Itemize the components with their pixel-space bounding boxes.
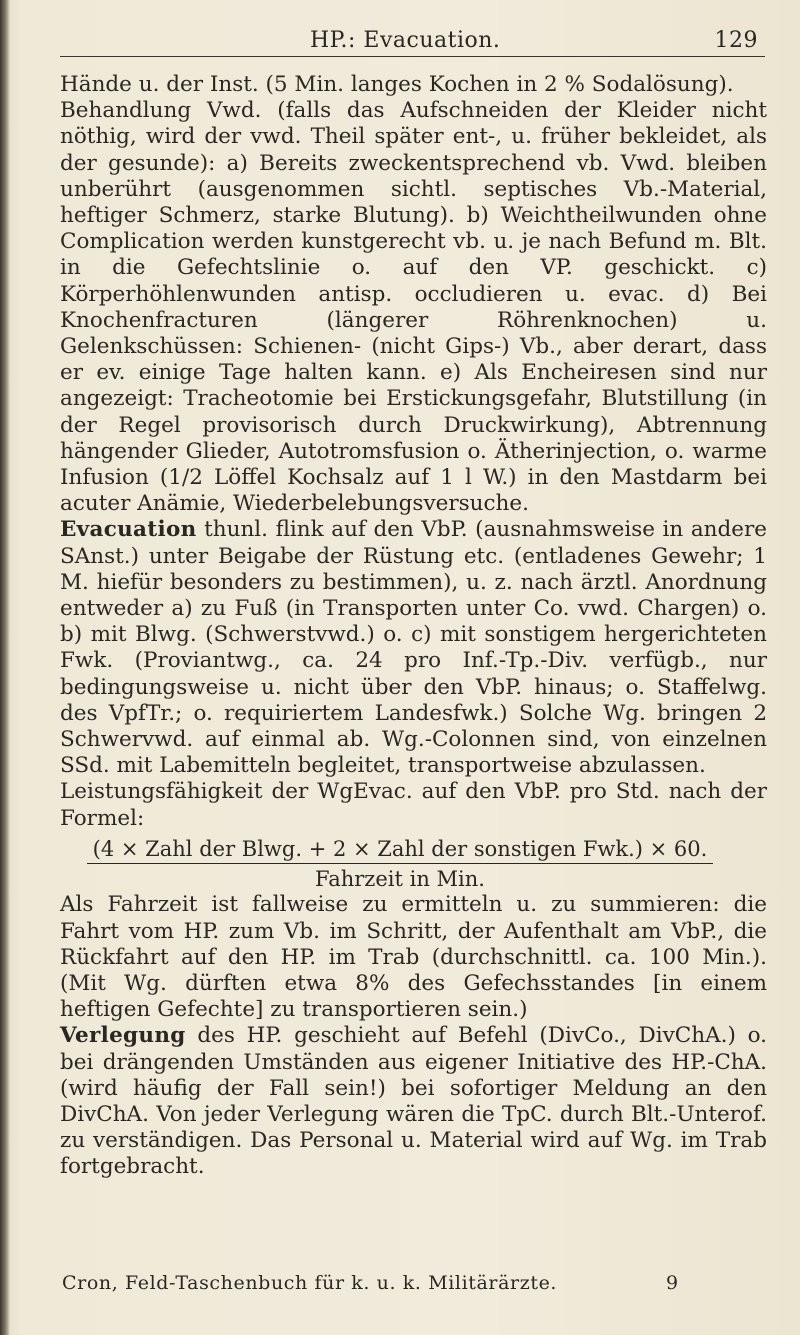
signature-mark: 9 bbox=[666, 1272, 679, 1294]
book-spine-shadow bbox=[0, 0, 10, 1335]
paragraph bbox=[60, 779, 767, 831]
paragraph-text: thunl. flink auf den VbP. (ausnahmsweise in andere SAnst.) unter Beigabe der Rüstung etc. (entladenes Gewehr; 1 M. hiefür besonders zu bestimmen), u. z. nach ärztl. Anordnung entweder a) zu Fuß (in Transporten unter Co. vwd. Chargen) o. b) mit Blwg. (Schwerstvwd.) o. c) mit sonstigem hergerichteten Fwk. (Proviantwg., ca. 24 pro Inf.-Tp.-Div. verfügb., nur bedingungsweise u. nicht über den VbP. hinaus; o. Staffelwg. des VpfTr.; o. requiriertem Landesfwk.) Solche Wg. bringen 2 Schwervwd. auf einmal ab. Wg.-Colonnen sind, von einzelnen SSd. mit Labemitteln begleitet, transportweise abzulassen. bbox=[60, 517, 767, 779]
header-title: HP.: Evacuation. bbox=[310, 28, 501, 53]
paragraph bbox=[60, 892, 767, 1023]
paragraph-lead: Verlegung bbox=[60, 1023, 186, 1049]
page-number: 129 bbox=[714, 28, 758, 53]
paragraph-text: des HP. geschieht auf Befehl (DivCo., DivChA.) o. bei drängenden Umständen aus eigener Initiative des HP.-ChA. (wird häufig der Fall sein!) bei sofortiger Meldung an den DivChA. Von jeder Verlegung wären die TpC. durch Blt.-Unterof. zu verständigen. Das Personal u. Material wird auf Wg. im Trab fortgebracht. bbox=[60, 1023, 767, 1180]
paragraph bbox=[60, 517, 767, 779]
formula-numerator: (4 × Zahl der Blwg. + 2 × Zahl der sonstigen Fwk.) × 60. bbox=[87, 836, 714, 864]
paragraph bbox=[60, 1023, 767, 1180]
body-text bbox=[60, 72, 767, 1181]
paragraph-text: Hände u. der Inst. (5 Min. langes Kochen in 2 % Sodalösung). bbox=[60, 72, 734, 97]
footer-text: Cron, Feld-Taschenbuch für k. u. k. Militärärzte. bbox=[62, 1272, 558, 1294]
header-rule bbox=[60, 56, 765, 57]
paragraph-lead: Evacuation bbox=[60, 517, 197, 543]
paragraph-text: Als Fahrzeit ist fallweise zu ermitteln u. zu summieren: die Fahrt vom HP. zum Vb. im Schritt, der Aufenthalt am VbP., die Rückfahrt auf den HP. im Trab (durchschnittl. ca. 100 Min.). (Mit Wg. dürften etwa 8% des Gefechsstandes [in einem heftigen Gefechte] zu transportieren sein.) bbox=[60, 892, 767, 1023]
running-header bbox=[60, 26, 770, 56]
paragraph-text: Behandlung Vwd. (falls das Aufschneiden der Kleider nicht nöthig, wird der vwd. Theil später ent-, u. früher bekleidet, als der gesunde): a) Bereits zweckentsprechend vb. Vwd. bleiben unberührt (ausgenommen sichtl. septisches Vb.-Material, heftiger Schmerz, starke Blutung). b) Weichtheilwunden ohne Complication werden kunstgerecht vb. u. je nach Befund m. Blt. in die Gefechtslinie o. auf den VP. geschickt. c) Körperhöhlenwunden antisp. occludieren u. evac. d) Bei Knochenfracturen (längerer Röhrenknochen) u. Gelenkschüssen: Schienen- (nicht Gips-) Vb., aber derart, dass er ev. einige Tage halten kann. e) Als Encheiresen sind nur angezeigt: Tracheotomie bei Erstickungsgefahr, Blutstillung (in der Regel provisorisch durch Druckwirkung), Abtrennung hängender Glieder, Autotromsfusion o. Ätherinjection, o. warme Infusion (1/2 Löffel Kochsalz auf 1 l W.) in den Mastdarm bei acuter Anämie, Wiederbelebungsversuche. bbox=[60, 98, 767, 517]
paragraph-text: Leistungsfähigkeit der WgEvac. auf den VbP. pro Std. nach der Formel: bbox=[60, 779, 767, 831]
paragraph bbox=[60, 72, 767, 98]
formula-denominator: Fahrzeit in Min. bbox=[315, 867, 485, 892]
paragraph bbox=[60, 98, 767, 517]
capacity-formula bbox=[60, 836, 740, 892]
